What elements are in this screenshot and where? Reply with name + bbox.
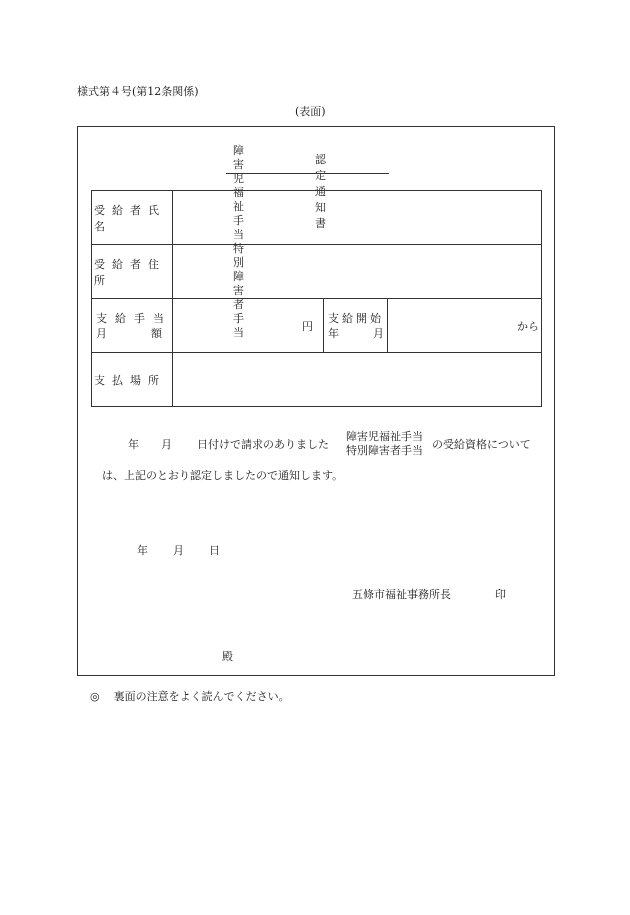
seal-mark: 印 bbox=[495, 588, 506, 601]
title-line-1: 障害児福祉手当 bbox=[233, 144, 244, 241]
month-char: 月 bbox=[373, 326, 384, 340]
recipient-address-label: 受給者住所 bbox=[92, 245, 173, 299]
from-unit: から bbox=[517, 319, 540, 333]
issuing-office: 五條市福祉事務所長 bbox=[352, 588, 451, 601]
body-dated-request: 日付けで請求のありました bbox=[197, 438, 329, 451]
note-mark-icon: ◎ bbox=[90, 690, 100, 703]
monthly-amount-field[interactable] bbox=[173, 299, 324, 353]
amount-char: 額 bbox=[151, 326, 162, 340]
body-allowance-line-2: 特別障害者手当 bbox=[346, 444, 423, 457]
title-suffix: 認定通知書 bbox=[315, 153, 326, 230]
note-text: 裏面の注意をよく読んでください。 bbox=[113, 690, 290, 703]
body-year: 年 bbox=[128, 438, 139, 451]
yen-unit: 円 bbox=[302, 319, 313, 333]
body-eligibility: の受給資格について bbox=[432, 438, 531, 451]
payment-place-field[interactable] bbox=[173, 353, 542, 407]
table-row bbox=[92, 353, 542, 407]
signature-month: 月 bbox=[173, 544, 184, 557]
addressee-honorific: 殿 bbox=[222, 650, 233, 663]
title-underline bbox=[226, 173, 389, 174]
recipient-name-field[interactable] bbox=[173, 191, 542, 245]
monthly-amount-label-line2 bbox=[96, 326, 172, 341]
payment-place-label: 支払場所 bbox=[92, 353, 173, 407]
back-side-note bbox=[90, 688, 290, 704]
signature-day: 日 bbox=[209, 544, 220, 557]
table-row bbox=[92, 191, 542, 245]
recipient-address-field[interactable] bbox=[173, 245, 542, 299]
payment-start-label-line2 bbox=[328, 326, 387, 341]
monthly-amount-label bbox=[92, 299, 173, 353]
side-label: (表面) bbox=[295, 105, 326, 118]
monthly-amount-label-line1: 支給手当 bbox=[96, 311, 172, 325]
body-allowance-line-1: 障害児福祉手当 bbox=[346, 430, 423, 443]
table-row bbox=[92, 245, 542, 299]
body-line-2: は、上記のとおり認定しましたので通知します。 bbox=[102, 469, 344, 482]
recipient-info-table bbox=[91, 190, 542, 407]
body-month: 月 bbox=[161, 438, 172, 451]
table-row bbox=[92, 299, 542, 353]
payment-start-label bbox=[324, 299, 388, 353]
signature-year: 年 bbox=[137, 544, 148, 557]
payment-start-field[interactable] bbox=[388, 299, 542, 353]
recipient-name-label: 受給者氏名 bbox=[92, 191, 173, 245]
title-line-2: 特別障害者手当 bbox=[233, 242, 244, 339]
payment-start-label-line1: 支給開始 bbox=[328, 311, 384, 325]
month-char: 月 bbox=[96, 326, 107, 340]
body-allowance-stack bbox=[346, 430, 423, 458]
year-char: 年 bbox=[328, 326, 339, 340]
form-reference: 様式第４号(第12条関係) bbox=[77, 85, 199, 98]
